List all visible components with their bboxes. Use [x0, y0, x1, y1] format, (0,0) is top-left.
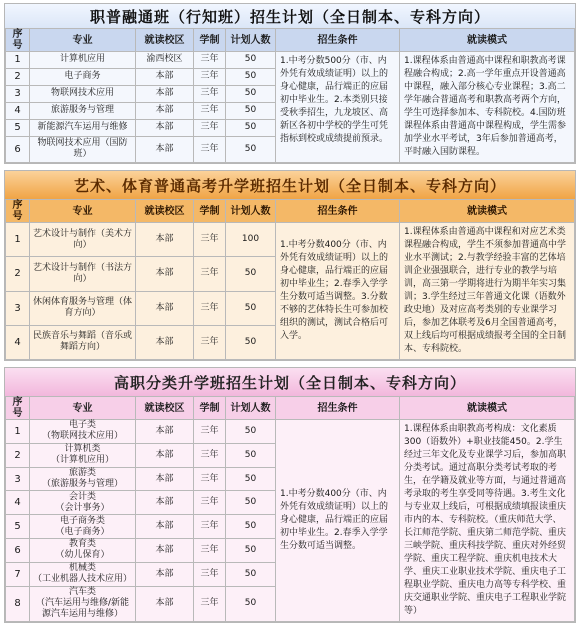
- row-major-main: 机械类: [68, 563, 96, 574]
- row-campus: 本部: [136, 119, 194, 136]
- row-major: 电子商务: [30, 68, 136, 85]
- row-years: 三年: [194, 562, 226, 586]
- section-title: 艺术、体育普通高考升学班招生计划（全日制本、专科方向）: [5, 171, 575, 199]
- row-major: [30, 491, 136, 515]
- row-major-main: 电子类: [68, 420, 96, 431]
- plan-table: [5, 28, 575, 163]
- row-years: 三年: [194, 515, 226, 539]
- row-idx: 4: [6, 102, 30, 119]
- header-mode: 就读模式: [400, 200, 575, 223]
- row-years: 三年: [194, 223, 226, 257]
- row-major: [30, 562, 136, 586]
- row-plan: 50: [226, 291, 276, 325]
- row-campus: 本部: [136, 85, 194, 102]
- row-idx: 4: [6, 491, 30, 515]
- row-idx: 2: [6, 68, 30, 85]
- row-idx: 1: [6, 420, 30, 444]
- row-plan: 50: [226, 257, 276, 291]
- row-idx: 4: [6, 325, 30, 359]
- row-years: 三年: [194, 136, 226, 162]
- row-campus: 本部: [136, 257, 194, 291]
- row-campus: 本部: [136, 136, 194, 162]
- row-campus: 本部: [136, 539, 194, 563]
- row-idx: 6: [6, 136, 30, 162]
- header-plan: 计划人数: [226, 200, 276, 223]
- row-major-sub: （幼儿保育）: [55, 550, 110, 561]
- row-major-sub: （会计事务）: [55, 502, 110, 513]
- header-years: 学制: [194, 397, 226, 420]
- row-plan: 50: [226, 136, 276, 162]
- row-major-sub: （旅游服务与管理）: [41, 479, 123, 490]
- header-plan: 计划人数: [226, 29, 276, 52]
- header-campus: 就读校区: [136, 397, 194, 420]
- mode-cell: 1.课程体系由普通高中课程和对应艺术类课程融合构成，学生不须参加普通高中学业水平测试；2.与教学经验丰富的艺体培训企业强强联合，进行专业的教学与培训，高三第一学期将进行为期半年实习集训；3.学生经过三年普通文化课（语数外政史地）及对应高考类别的专业课学习后，参加艺体联考及6月全国普通高考，双上线后均可根据成绩报考全国的全日制本、专科院校。: [400, 223, 575, 360]
- row-campus: 本部: [136, 325, 194, 359]
- table-row: [6, 420, 575, 444]
- header-campus: 就读校区: [136, 29, 194, 52]
- row-plan: 50: [226, 420, 276, 444]
- row-major-main: 计算机类: [64, 444, 101, 455]
- row-idx: 3: [6, 467, 30, 491]
- row-idx: 1: [6, 223, 30, 257]
- section-title: 职普融通班（行知班）招生计划（全日制本、专科方向）: [5, 4, 575, 28]
- header-years: 学制: [194, 29, 226, 52]
- table-header-row: [6, 29, 575, 52]
- table-row: [6, 52, 575, 69]
- row-major: 旅游服务与管理: [30, 102, 136, 119]
- row-major-main: 会计类: [68, 491, 96, 502]
- row-major: [30, 586, 136, 621]
- row-plan: 50: [226, 68, 276, 85]
- row-years: 三年: [194, 119, 226, 136]
- row-years: 三年: [194, 586, 226, 621]
- row-idx: 2: [6, 443, 30, 467]
- row-years: 三年: [194, 467, 226, 491]
- header-years: 学制: [194, 200, 226, 223]
- row-years: 三年: [194, 491, 226, 515]
- row-campus: 渝西校区: [136, 52, 194, 69]
- row-plan: 50: [226, 102, 276, 119]
- row-major: 艺术设计与制作（美术方向）: [30, 223, 136, 257]
- row-campus: 本部: [136, 291, 194, 325]
- row-plan: 50: [226, 467, 276, 491]
- row-major: [30, 515, 136, 539]
- section-vocational-class: [4, 367, 576, 623]
- header-major: 专业: [30, 200, 136, 223]
- row-major: [30, 443, 136, 467]
- row-campus: 本部: [136, 223, 194, 257]
- row-plan: 50: [226, 443, 276, 467]
- row-idx: 5: [6, 119, 30, 136]
- row-major-main: 教育类: [68, 539, 96, 550]
- row-idx: 5: [6, 515, 30, 539]
- row-major-sub: （物联网技术应用）: [41, 431, 123, 442]
- header-idx: 序号: [6, 397, 30, 420]
- row-major-sub: （汽车运用与维修/新能源汽车运用与维修）: [35, 598, 130, 620]
- row-campus: 本部: [136, 491, 194, 515]
- row-major: 休闲体育服务与管理（体育方向）: [30, 291, 136, 325]
- row-idx: 7: [6, 562, 30, 586]
- row-years: 三年: [194, 539, 226, 563]
- header-major: 专业: [30, 397, 136, 420]
- row-plan: 50: [226, 515, 276, 539]
- table-row: [6, 223, 575, 257]
- row-major: 物联网技术应用（国防班）: [30, 136, 136, 162]
- row-years: 三年: [194, 52, 226, 69]
- row-campus: 本部: [136, 562, 194, 586]
- row-years: 三年: [194, 291, 226, 325]
- row-campus: 本部: [136, 102, 194, 119]
- row-major-sub: （计算机应用）: [50, 455, 114, 466]
- header-conditions: 招生条件: [276, 200, 400, 223]
- conditions-cell: 1.中考分数400分（市、内外凭有效成绩证明）以上的身心健康，品行端正的应届初中毕业生；2.春季入学学生分数可适当调整。3.分数不够的艺体特长生可参加校组织的测试，测试合格后可入学。: [276, 223, 400, 360]
- row-years: 三年: [194, 85, 226, 102]
- plan-table: [5, 199, 575, 360]
- row-plan: 50: [226, 52, 276, 69]
- row-idx: 3: [6, 291, 30, 325]
- row-major: 艺术设计与制作（书法方向）: [30, 257, 136, 291]
- row-campus: 本部: [136, 420, 194, 444]
- row-major: 物联网技术应用: [30, 85, 136, 102]
- row-years: 三年: [194, 257, 226, 291]
- row-major-main: 电子商务类: [59, 515, 105, 526]
- row-years: 三年: [194, 325, 226, 359]
- row-major: 民族音乐与舞蹈（音乐或舞蹈方向）: [30, 325, 136, 359]
- row-campus: 本部: [136, 467, 194, 491]
- header-conditions: 招生条件: [276, 29, 400, 52]
- header-mode: 就读模式: [400, 29, 575, 52]
- table-header-row: [6, 200, 575, 223]
- section-arts-sports-class: [4, 170, 576, 361]
- section-title: 高职分类升学班招生计划（全日制本、专科方向）: [5, 368, 575, 396]
- header-mode: 就读模式: [400, 397, 575, 420]
- row-plan: 50: [226, 119, 276, 136]
- mode-cell: 1.课程体系由普通高中课程和职教高考课程融合构成；2.高一学年重点开设普通高中课程，融入部分核心专业课程；3.高二学年融合普通高考和职教高考两个方向，学生可选择参加本、专科院校。4.国防班课程体系由普通高中课程构成，学生需参加学业水平考试，3年后参加普通高考，平时融入国防课程。: [400, 52, 575, 163]
- row-major-main: 旅游类: [68, 468, 96, 479]
- row-major: [30, 420, 136, 444]
- row-major: 计算机应用: [30, 52, 136, 69]
- header-plan: 计划人数: [226, 397, 276, 420]
- row-plan: 50: [226, 562, 276, 586]
- row-idx: 3: [6, 85, 30, 102]
- row-years: 三年: [194, 102, 226, 119]
- row-major-main: 汽车类: [68, 587, 96, 598]
- row-major: [30, 467, 136, 491]
- row-major-sub: （工业机器人技术应用）: [32, 574, 132, 585]
- header-campus: 就读校区: [136, 200, 194, 223]
- header-major: 专业: [30, 29, 136, 52]
- plan-table: [5, 396, 575, 622]
- conditions-cell: 1.中考分数400分（市、内外凭有效成绩证明）以上的身心健康，品行端正的应届初中毕业生。2.春季入学学生分数可适当调整。: [276, 420, 400, 622]
- row-plan: 50: [226, 586, 276, 621]
- row-idx: 1: [6, 52, 30, 69]
- row-idx: 6: [6, 539, 30, 563]
- row-campus: 本部: [136, 586, 194, 621]
- row-plan: 50: [226, 325, 276, 359]
- row-plan: 50: [226, 539, 276, 563]
- table-header-row: [6, 397, 575, 420]
- header-conditions: 招生条件: [276, 397, 400, 420]
- row-major: [30, 539, 136, 563]
- row-plan: 50: [226, 491, 276, 515]
- header-idx: 序号: [6, 29, 30, 52]
- row-idx: 8: [6, 586, 30, 621]
- conditions-cell: 1.中考分数500分（市、内外凭有效成绩证明）以上的身心健康，品行端正的应届初中毕业生。2.本类别只接受秋季招生，九龙坡区、高新区各初中学校的学生可凭指标到校或成绩提前预录。: [276, 52, 400, 163]
- section-integrated-class: [4, 3, 576, 164]
- row-years: 三年: [194, 443, 226, 467]
- row-major-sub: （电子商务）: [55, 526, 110, 537]
- row-years: 三年: [194, 68, 226, 85]
- row-major: 新能源汽车运用与维修: [30, 119, 136, 136]
- row-campus: 本部: [136, 68, 194, 85]
- row-plan: 100: [226, 223, 276, 257]
- row-years: 三年: [194, 420, 226, 444]
- header-idx: 序号: [6, 200, 30, 223]
- row-plan: 50: [226, 85, 276, 102]
- row-idx: 2: [6, 257, 30, 291]
- row-campus: 本部: [136, 443, 194, 467]
- row-campus: 本部: [136, 515, 194, 539]
- mode-cell: 1.课程体系由职教高考构成：文化素质300（语数外）+职业技能450。2.学生经过三年文化及专业课学习后，参加高职分类考试。通过高职分类考试考取的考生，在学籍及就业等方面，与通过普通高考录取的考生享受同等待遇。3.考生文化与专业双上线后，可根据成绩填报读重庆市内的本、专科院校。（重庆师范大学、长江师范学院、重庆第二师范学院、重庆三峡学院、重庆科技学院、重庆对外经贸学院、重庆工程学院、重庆机电技术大学、重庆工业职业技术学院、重庆电子工程职业学院、重庆电力高等专科学校、重庆交通职业学院、重庆电子工程职业学院等）: [400, 420, 575, 622]
